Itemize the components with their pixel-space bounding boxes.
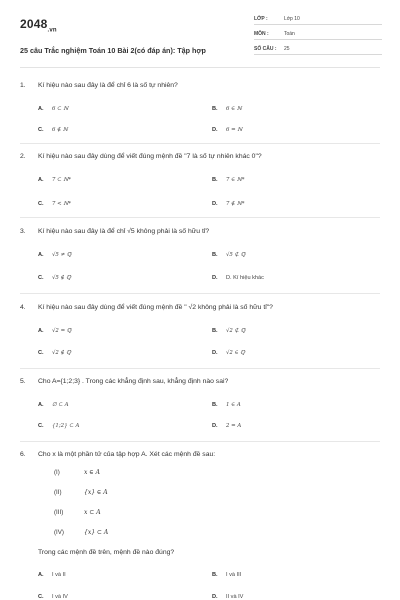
option-letter: C.	[38, 423, 44, 429]
option-a[interactable]	[38, 106, 68, 112]
question-text: Kí hiệu nào sau đây là để chỉ 6 là số tự nhiên?	[38, 82, 178, 89]
option-c[interactable]	[38, 350, 71, 356]
option-a[interactable]	[38, 572, 66, 578]
option-text: 7 ∈ ℕ*	[226, 177, 245, 183]
brand-logo[interactable]	[20, 17, 57, 33]
statement-label: (II)	[54, 489, 62, 496]
statement-4	[54, 529, 108, 536]
option-d[interactable]	[212, 350, 245, 356]
question-number: 6.	[20, 451, 26, 458]
option-text: 7 < ℕ*	[52, 201, 71, 207]
option-c[interactable]	[38, 423, 79, 429]
option-text: {1;2} ⊂ A	[52, 423, 80, 429]
option-text: √2 ∈ ℚ	[226, 350, 245, 356]
option-text: II và IV	[226, 594, 244, 600]
statement-text: x ∈ A	[84, 469, 100, 476]
statement-label: (III)	[54, 509, 64, 516]
option-text: √2 ∉ ℚ	[52, 350, 71, 356]
header-divider	[20, 67, 380, 68]
option-letter: C.	[38, 350, 44, 356]
option-text: √5 ∉ ℚ	[52, 275, 71, 281]
option-b[interactable]	[212, 328, 246, 334]
question-text: Kí hiệu nào sau đây dùng để viết đúng mệnh đề " √2 không phải là số hữu tỉ"?	[38, 304, 273, 311]
question-text: Cho x là một phần tử của tập hợp A. Xét các mệnh đề sau:	[38, 451, 216, 458]
question-number: 5.	[20, 378, 26, 385]
meta-value: Toán	[284, 31, 295, 37]
option-letter: D.	[212, 350, 218, 356]
option-text: I và IV	[52, 594, 68, 600]
option-letter: D.	[212, 127, 218, 133]
option-b[interactable]	[212, 106, 242, 112]
option-text: √5 ≠ ℚ	[52, 252, 72, 258]
meta-row-count	[254, 44, 382, 55]
question-text: Kí hiệu nào sau đây là để chỉ √5 không phải là số hữu tỉ?	[38, 228, 210, 235]
option-text: I và III	[226, 572, 242, 578]
option-c[interactable]	[38, 275, 71, 281]
option-letter: B.	[212, 402, 218, 408]
brand-name: 2048	[20, 17, 48, 31]
question-number: 3.	[20, 228, 26, 235]
option-letter: C.	[38, 594, 44, 600]
meta-row-subject	[254, 29, 382, 40]
option-letter: B.	[212, 572, 218, 578]
option-a[interactable]	[38, 328, 72, 334]
question-prompt: Trong các mệnh đề trên, mệnh đề nào đúng?	[38, 549, 175, 556]
option-text: √2 ⊄ ℚ	[226, 328, 246, 334]
option-letter: A.	[38, 252, 44, 258]
option-letter: D.	[212, 594, 218, 600]
option-letter: C.	[38, 275, 44, 281]
statement-1	[54, 469, 100, 476]
option-letter: B.	[212, 328, 218, 334]
statement-2	[54, 489, 108, 496]
option-b[interactable]	[212, 402, 241, 408]
option-text: I và II	[52, 572, 66, 578]
option-text: 2 = A	[226, 423, 242, 429]
statement-text: {x} ⊂ A	[84, 529, 109, 536]
option-a[interactable]	[38, 177, 71, 183]
meta-value: 25	[284, 46, 290, 52]
option-letter: A.	[38, 106, 44, 112]
meta-key: LỚP :	[254, 16, 268, 22]
option-d[interactable]	[212, 201, 244, 207]
option-c[interactable]	[38, 594, 68, 600]
option-letter: C.	[38, 201, 44, 207]
option-d[interactable]	[212, 594, 243, 600]
option-c[interactable]	[38, 127, 68, 133]
question-divider	[20, 143, 380, 144]
option-letter: B.	[212, 177, 218, 183]
option-text: 7 ∉ ℕ*	[226, 201, 245, 207]
option-text: 6 ∈ ℕ	[226, 106, 242, 112]
statement-text: x ⊂ A	[84, 509, 101, 516]
option-text: ∅ ⊂ A	[52, 402, 69, 408]
option-letter: A.	[38, 177, 44, 183]
option-a[interactable]	[38, 402, 69, 408]
brand-suffix: .vn	[47, 27, 57, 34]
document-title: 25 câu Trắc nghiệm Toán 10 Bài 2(có đáp án): Tập hợp	[20, 46, 206, 55]
question-number: 4.	[20, 304, 26, 311]
option-letter: A.	[38, 402, 44, 408]
option-text: √2 = ℚ	[52, 328, 72, 334]
meta-key: MÔN :	[254, 31, 269, 37]
option-text: 6 = ℕ	[226, 127, 243, 133]
question-number: 2.	[20, 153, 26, 160]
statement-3	[54, 509, 101, 516]
meta-row-class	[254, 14, 382, 25]
option-text: √5 ⊄ ℚ	[226, 252, 246, 258]
option-d[interactable]	[212, 423, 241, 429]
statement-label: (IV)	[54, 529, 64, 536]
question-divider	[20, 441, 380, 442]
option-letter: C.	[38, 127, 44, 133]
option-b[interactable]	[212, 177, 244, 183]
meta-value: Lớp 10	[284, 16, 300, 22]
option-b[interactable]	[212, 252, 246, 258]
statement-text: {x} ∈ A	[84, 489, 108, 496]
option-text: 1 ∈ A	[226, 402, 241, 408]
option-letter: D.	[212, 275, 218, 281]
meta-key: SỐ CÂU :	[254, 46, 277, 52]
option-text: 6 ⊂ ℕ	[52, 106, 69, 112]
option-text: 7 ⊂ ℕ*	[52, 177, 71, 183]
option-text: 6 ∉ ℕ	[52, 127, 68, 133]
question-number: 1.	[20, 82, 26, 89]
question-divider	[20, 217, 380, 218]
option-letter: B.	[212, 252, 218, 258]
option-letter: D.	[212, 201, 218, 207]
question-text: Cho A={1;2;3} . Trong các khẳng định sau, khẳng định nào sai?	[38, 378, 229, 385]
option-d[interactable]	[212, 127, 242, 133]
question-text: Kí hiệu nào sau đây dùng để viết đúng mệnh đề "7 là số tự nhiên khác 0"?	[38, 153, 262, 160]
option-b[interactable]	[212, 572, 241, 578]
option-letter: A.	[38, 572, 44, 578]
question-divider	[20, 368, 380, 369]
option-d[interactable]	[212, 275, 264, 281]
option-letter: A.	[38, 328, 44, 334]
option-c[interactable]	[38, 201, 71, 207]
option-letter: D.	[212, 423, 218, 429]
option-letter: B.	[212, 106, 218, 112]
statement-label: (I)	[54, 469, 60, 476]
option-text: D. Kí hiệu khác	[226, 275, 264, 281]
question-divider	[20, 293, 380, 294]
option-a[interactable]	[38, 252, 72, 258]
